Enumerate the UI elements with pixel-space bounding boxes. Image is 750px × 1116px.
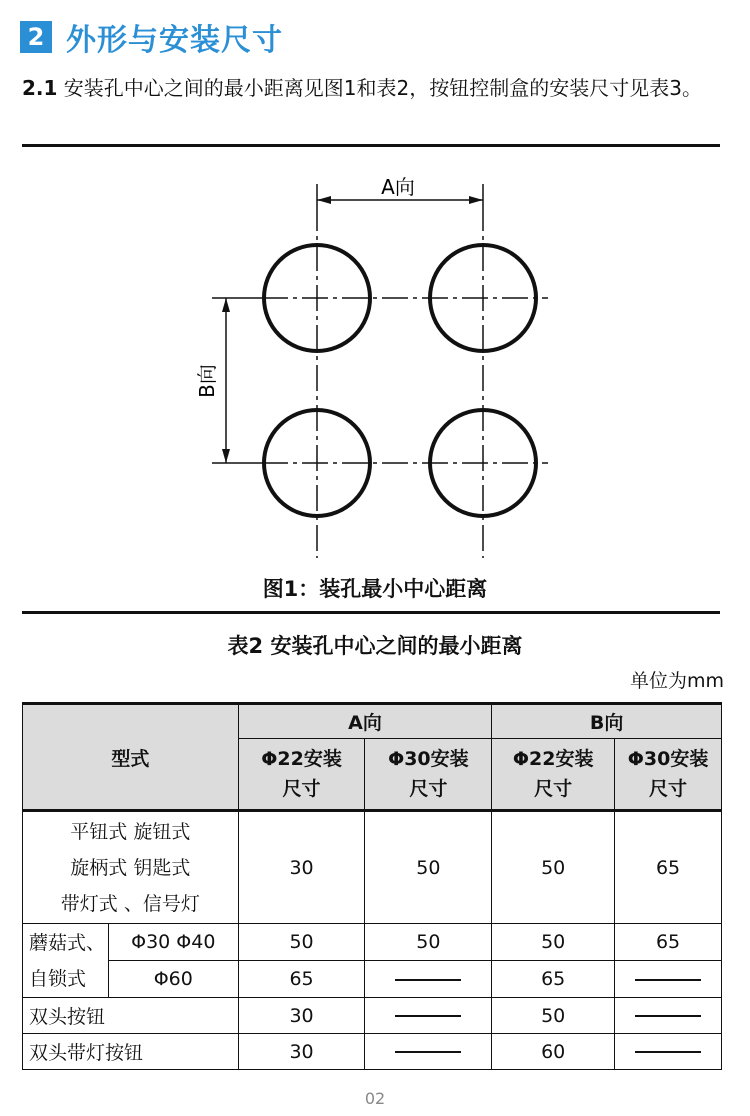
row4-b-phi30	[615, 1034, 722, 1070]
not-applicable-dash	[635, 979, 701, 981]
row3-b-phi22: 50	[492, 998, 615, 1034]
paragraph-text: 安装孔中心之间的最小距离见图1和表2，按钮控制盒的安装尺寸见表3。	[57, 76, 702, 100]
row2a-a-phi30: 50	[365, 924, 492, 961]
table-row	[23, 924, 722, 961]
not-applicable-dash	[395, 1051, 461, 1053]
row1-type-line: 平钮式 旋钮式	[70, 820, 191, 843]
header-b-phi30-text: Φ30安装 尺寸	[627, 748, 709, 800]
row2b-a-phi30	[365, 961, 492, 998]
not-applicable-dash	[395, 1015, 461, 1017]
mounting-hole-diagram	[0, 150, 750, 570]
header-a-phi22-text: Φ22安装 尺寸	[261, 748, 342, 800]
row4-a-phi22: 30	[238, 1034, 365, 1070]
row2-sub1: Φ30 Φ40	[108, 924, 238, 961]
row2a-a-phi22: 50	[238, 924, 365, 961]
row1-type-line: 带灯式 、信号灯	[60, 892, 200, 915]
row1-b-phi22: 50	[492, 811, 615, 924]
row2-type	[23, 924, 109, 998]
header-a-direction: A向	[238, 704, 492, 739]
label-a-direction: A向	[381, 175, 415, 199]
section-number: 2	[20, 21, 52, 53]
row1-types	[23, 811, 239, 924]
header-a-phi30	[365, 739, 492, 811]
row2-type-line: 自锁式	[29, 967, 87, 990]
table-row	[23, 961, 722, 998]
header-b-direction: B向	[492, 704, 722, 739]
not-applicable-dash	[635, 1051, 701, 1053]
row2a-b-phi30: 65	[615, 924, 722, 961]
row2b-b-phi22: 65	[492, 961, 615, 998]
header-a-phi30-text: Φ30安装 尺寸	[388, 748, 469, 800]
row1-a-phi22: 30	[238, 811, 365, 924]
row4-type: 双头带灯按钮	[23, 1034, 239, 1070]
min-distance-table	[22, 702, 722, 1070]
table-caption: 表2 安装孔中心之间的最小距离	[227, 634, 523, 658]
table-row	[23, 1034, 722, 1070]
row3-a-phi30	[365, 998, 492, 1034]
row3-a-phi22: 30	[238, 998, 365, 1034]
section-title: 外形与安装尺寸	[66, 23, 283, 58]
table-row	[23, 811, 722, 924]
header-b-phi22-text: Φ22安装 尺寸	[512, 748, 594, 800]
row2a-b-phi22: 50	[492, 924, 615, 961]
label-b-direction: B向	[195, 364, 219, 398]
row4-b-phi22: 60	[492, 1034, 615, 1070]
header-a-phi22	[238, 739, 365, 811]
section-heading	[20, 17, 283, 57]
figure-caption: 图1：装孔最小中心距离	[262, 577, 488, 601]
paragraph-number: 2.1	[22, 76, 58, 100]
not-applicable-dash	[395, 979, 461, 981]
row1-a-phi30: 50	[365, 811, 492, 924]
header-b-phi22	[492, 739, 615, 811]
page-number: 02	[364, 1089, 386, 1108]
row2-type-line: 蘑菇式、	[29, 931, 106, 954]
row3-b-phi30	[615, 998, 722, 1034]
table-row	[23, 998, 722, 1034]
not-applicable-dash	[635, 1015, 701, 1017]
row3-type: 双头按钮	[23, 998, 239, 1034]
divider-figure	[22, 611, 720, 614]
paragraph-2-1	[22, 73, 727, 103]
row4-a-phi30	[365, 1034, 492, 1070]
divider-top	[22, 144, 720, 147]
row2b-b-phi30	[615, 961, 722, 998]
header-b-phi30	[615, 739, 722, 811]
row1-b-phi30: 65	[615, 811, 722, 924]
header-type: 型式	[23, 704, 239, 811]
unit-note: 单位为mm	[629, 670, 724, 692]
row2-sub2: Φ60	[108, 961, 238, 998]
row1-type-line: 旋柄式 钥匙式	[70, 856, 191, 879]
row2b-a-phi22: 65	[238, 961, 365, 998]
